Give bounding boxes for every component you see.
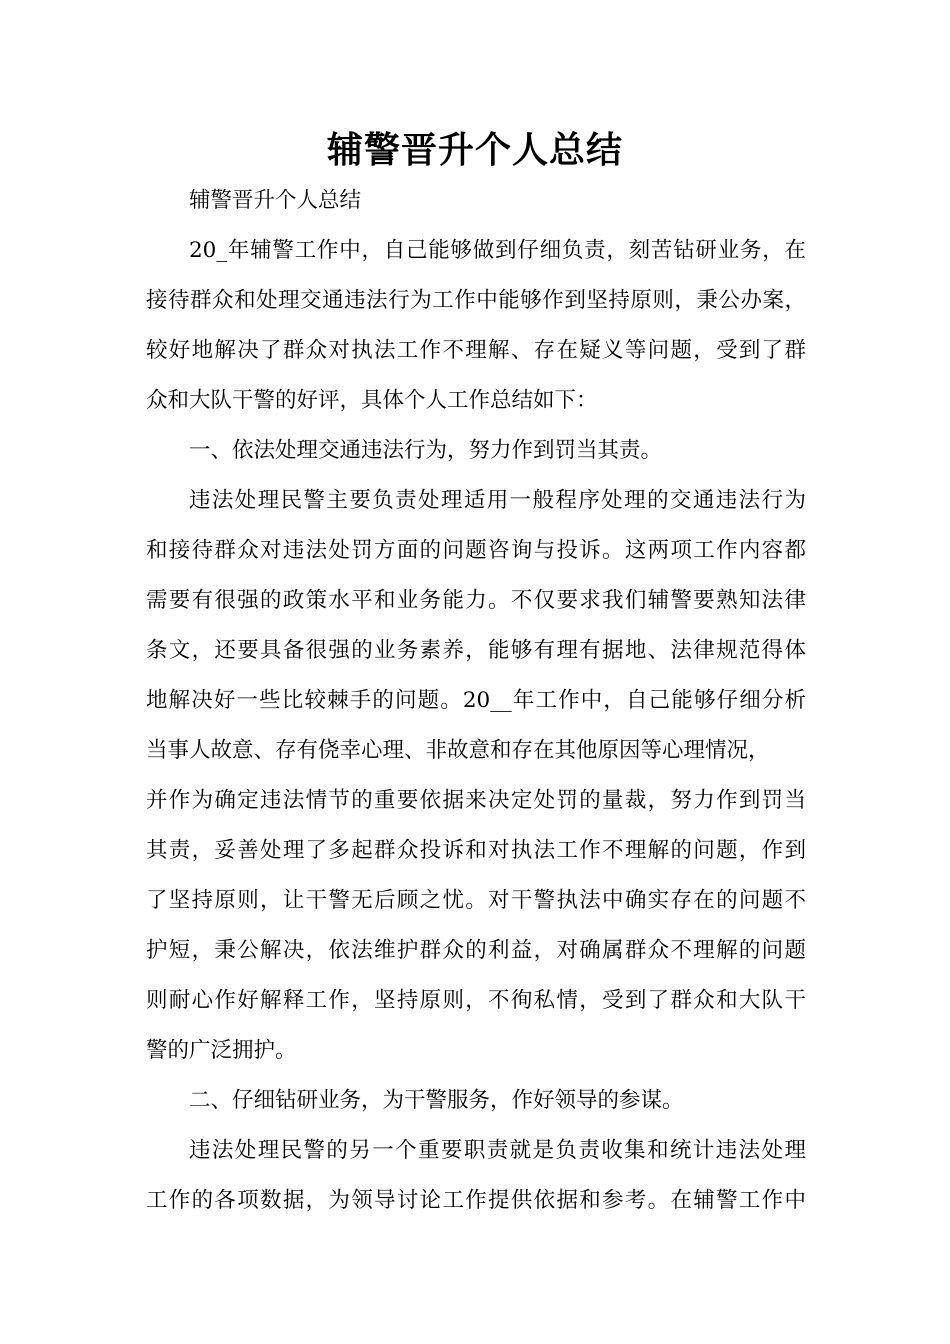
paragraph-line: 违法处理民警主要负责处理适用一般程序处理的交通违法行为 — [189, 488, 806, 513]
paragraph-line: 并作为确定违法情节的重要依据来决定处罚的量裁，努力作到罚当 — [146, 788, 806, 813]
section-heading: 二、仔细钻研业务，为干警服务，作好领导的参谋。 — [189, 1088, 684, 1113]
paragraph-line: 了坚持原则，让干警无后顾之忧。对干警执法中确实存在的问题不 — [146, 888, 806, 913]
paragraph-line: 则耐心作好解释工作，坚持原则，不徇私情，受到了群众和大队干 — [146, 988, 806, 1013]
subtitle-line: 辅警晋升个人总结 — [189, 188, 362, 213]
paragraph-line: 20_年辅警工作中，自己能够做到仔细负责，刻苦钻研业务，在 — [189, 238, 806, 263]
paragraph-line: 需要有很强的政策水平和业务能力。不仅要求我们辅警要熟知法律 — [146, 588, 806, 613]
document-body — [146, 176, 806, 1226]
paragraph-line: 护短，秉公解决，依法维护群众的利益，对确属群众不理解的问题 — [146, 938, 806, 963]
paragraph-line: 警的广泛拥护。 — [146, 1038, 297, 1063]
paragraph-line: 和接待群众对违法处罚方面的问题咨询与投诉。这两项工作内容都 — [146, 538, 806, 563]
paragraph-line: 其责，妥善处理了多起群众投诉和对执法工作不理解的问题，作到 — [146, 838, 806, 863]
section-heading: 一、依法处理交通违法行为，努力作到罚当其责。 — [189, 438, 663, 463]
paragraph-line: 众和大队干警的好评，具体个人工作总结如下： — [146, 388, 598, 413]
paragraph-line: 当事人故意、存有侥幸心理、非故意和存在其他原因等心理情况， — [146, 738, 770, 763]
document-title: 辅警晋升个人总结 — [326, 130, 623, 171]
paragraph-line: 违法处理民警的另一个重要职责就是负责收集和统计违法处理 — [189, 1138, 806, 1163]
paragraph-line: 较好地解决了群众对执法工作不理解、存在疑义等问题，受到了群 — [146, 338, 806, 363]
paragraph-line: 条文，还要具备很强的业务素养，能够有理有据地、法律规范得体 — [146, 638, 806, 663]
paragraph-line: 地解决好一些比较棘手的问题。20__年工作中，自己能够仔细分析 — [146, 688, 806, 713]
paragraph-line: 接待群众和处理交通违法行为工作中能够作到坚持原则，秉公办案， — [146, 288, 806, 313]
paragraph-line: 工作的各项数据，为领导讨论工作提供依据和参考。在辅警工作中 — [146, 1188, 806, 1213]
